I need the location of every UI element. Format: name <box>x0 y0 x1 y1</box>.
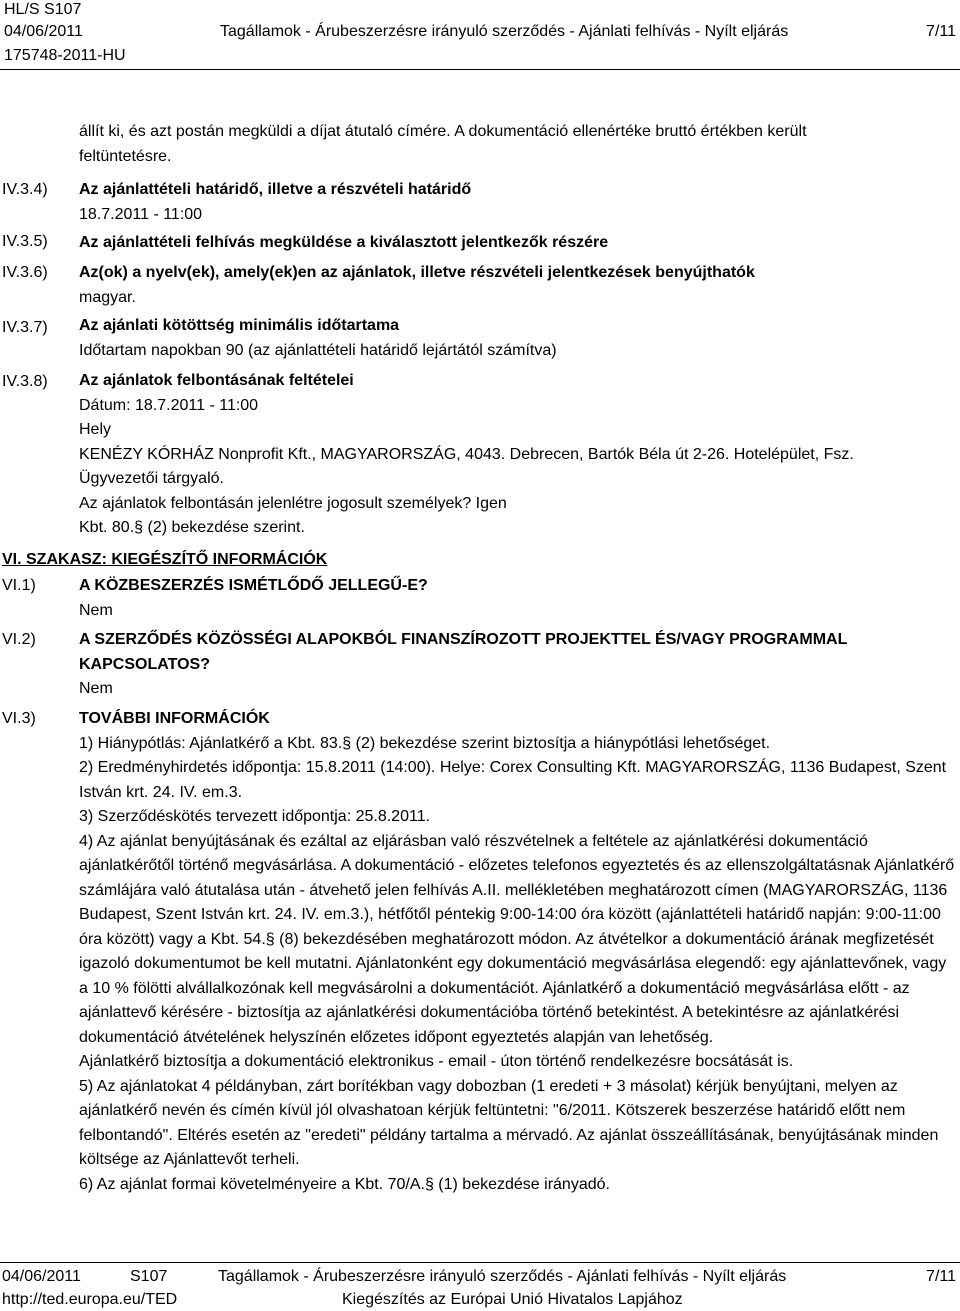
section-iv-3-5 <box>79 231 956 256</box>
section-title: Az ajánlattételi határidő, illetve a részvételi határidő <box>79 181 472 198</box>
header-page: 7/11 <box>926 23 956 40</box>
section-body-line: Nem <box>79 601 113 619</box>
section-title: Az ajánlattételi felhívás megküldése a kiválasztott jelentkezők részére <box>79 234 609 251</box>
section-title: Az ajánlatok felbontásának feltételei <box>79 372 354 389</box>
section-body-line: Hely <box>79 421 112 438</box>
section-body-line: 1) Hiánypótlás: Ajánlatkérő a Kbt. 83.§ (2) bekezdése szerint biztosítja a hiánypótlási lehetőséget. <box>79 734 771 752</box>
section-title: TOVÁBBI INFORMÁCIÓK <box>79 710 270 727</box>
section-body-line: Időtartam napokban 90 (az ajánlattételi határidő lejártától számítva) <box>79 341 557 359</box>
section-vi-1 <box>79 574 956 623</box>
footer-page: 7/11 <box>926 1268 956 1285</box>
doc-code: HL/S S107 <box>4 1 82 18</box>
intro-line1: állít ki, és azt postán megküldi a díjat átutaló címére. A dokumentáció ellenértéke bruttó értékben került <box>79 123 807 140</box>
section-num-iv-3-6: IV.3.6) <box>2 264 48 281</box>
section-body-line: KENÉZY KÓRHÁZ Nonprofit Kft., MAGYARORSZÁG, 4043. Debrecen, Bartók Béla út 2-26. Hotelépület, Fsz. <box>79 445 854 463</box>
section-num-iv-3-4: IV.3.4) <box>2 181 48 198</box>
section-num-vi-1: VI.1) <box>2 577 36 594</box>
section-body-line: 2) Eredményhirdetés időpontja: 15.8.2011 (14:00). Helye: Corex Consulting Kft. MAGYARORSZÁG, 1136 Budapest, Szent István krt. 24. IV. em.3. <box>79 759 947 801</box>
footer-divider <box>0 1262 960 1263</box>
section-body-line: Dátum: 18.7.2011 - 11:00 <box>79 396 259 414</box>
header-title: Tagállamok - Árubeszerzésre irányuló szerződés - Ajánlati felhívás - Nyílt eljárás <box>220 23 789 40</box>
section-body-line: 6) Az ajánlat formai követelményeire a Kbt. 70/A.§ (1) bekezdése irányadó. <box>79 1175 610 1193</box>
section-vi-3 <box>79 707 956 1197</box>
section-num-vi-3: VI.3) <box>2 710 36 727</box>
section-iv-3-7 <box>79 314 956 363</box>
header-row <box>4 22 956 42</box>
intro-line2: feltüntetésre. <box>79 147 172 165</box>
notice-id: 175748-2011-HU <box>4 47 126 64</box>
header-date: 04/06/2011 <box>4 23 83 40</box>
footer-row-2 <box>2 1290 956 1310</box>
section-body-line: Ügyvezetői tárgyaló. <box>79 470 224 487</box>
section-vi-2 <box>79 628 956 702</box>
section-vi-title: VI. SZAKASZ: KIEGÉSZÍTŐ INFORMÁCIÓK <box>2 551 328 568</box>
footer-title: Tagállamok - Árubeszerzésre irányuló szerződés - Ajánlati felhívás - Nyílt eljárás <box>218 1268 787 1285</box>
section-body-line: 5) Az ajánlatokat 4 példányban, zárt borítékban vagy dobozban (1 eredeti + 3 másolat) kérjük benyújtani, melyen az ajánlatkérő nevén és címén kívül jól olvashatoan kérjük feltüntetni: "6/2011. Kötszerek beszerzése határidő előtt nem felbontandó". Eltérés esetén az "eredeti" példány tartalma a mérvadó. Az ajánlat összeállításának, benyújtásának minden költsége az Ajánlattevőt terheli. <box>79 1077 939 1168</box>
section-iv-3-8 <box>79 369 956 541</box>
section-num-iv-3-7: IV.3.7) <box>2 319 48 336</box>
section-title: A SZERZŐDÉS KÖZÖSSÉGI ALAPOKBÓL FINANSZÍROZOTT PROJEKTTEL ÉS/VAGY PROGRAMMAL KAPCSOLATOS? <box>79 631 848 673</box>
section-title: Az ajánlati kötöttség minimális időtartama <box>79 317 400 334</box>
section-body-line: magyar. <box>79 288 136 306</box>
section-title: Az(ok) a nyelv(ek), amely(ek)en az ajánlatok, illetve részvételi jelentkezések benyújthatók <box>79 264 755 281</box>
section-body-line: 4) Az ajánlat benyújtásának és ezáltal az eljárásban való részvételnek a feltétele az ajánlatkérési dokumentáció ajánlatkérőtől történő megvásárlása. A dokumentáció - előzetes telefonos egyeztetés és az ellenszolgáltatásnak Ajánlatkérő számlájára való átutalása után - átvehető jelen felhívás A.II. mellékletében meghatározott címen (MAGYARORSZÁG, 1136 Budapest, Szent István krt. 24. IV. em.3.), hétfőtől péntekig 9:00-14:00 óra között (ajánlattételi határidő napján: 9:00-11:00 óra között) vagy a Kbt. 54.§ (8) bekezdésében meghatározott módon. Az átvételkor a dokumentáció árának megfizetését igazoló dokumentumot be kell mutatni. Ajánlatonként egy dokumentáció megvásárlása elegendő: egy ajánlattevőnek, vagy a 10 % fölötti alvállalkozónak kell megvásárolni a dokumentációt. Ajánlatkérő a dokumentáció megvásárlása előtt - az ajánlattevő kérésére - biztosítja az ajánlatkérési dokumentációba történő betekintést. A betekintésre az ajánlatkérési dokumentáció átvételének helyszínén előzetes időpont egyeztetés alapján van lehetőség. <box>79 832 955 1046</box>
section-num-vi-2: VI.2) <box>2 631 36 648</box>
section-num-iv-3-8: IV.3.8) <box>2 373 48 390</box>
footer-date: 04/06/2011 <box>2 1268 81 1285</box>
header-notice-id <box>4 46 956 66</box>
section-body-line: Nem <box>79 680 113 697</box>
section-body-line: Kbt. 80.§ (2) bekezdése szerint. <box>79 519 305 536</box>
section-body-line: Ajánlatkérő biztosítja a dokumentáció elektronikus - email - úton történő rendelkezésre bocsátását is. <box>79 1053 794 1070</box>
section-iv-3-4 <box>79 178 956 227</box>
footer-publisher: Kiegészítés az Európai Unió Hivatalos Lapjához <box>342 1291 683 1308</box>
footer-url-link[interactable]: http://ted.europa.eu/TED <box>2 1291 178 1308</box>
header-doc-code <box>4 0 956 20</box>
section-body-line: 3) Szerződéskötés tervezett időpontja: 25.8.2011. <box>79 808 431 825</box>
section-num-iv-3-5: IV.3.5) <box>2 233 48 250</box>
section-iv-3-6 <box>79 261 956 310</box>
section-body-line: 18.7.2011 - 11:00 <box>79 205 203 223</box>
section-body-line: Az ajánlatok felbontásán jelenlétre jogosult személyek? Igen <box>79 494 507 512</box>
section-title: A KÖZBESZERZÉS ISMÉTLŐDŐ JELLEGŰ-E? <box>79 577 428 594</box>
footer-series: S107 <box>130 1268 168 1285</box>
footer-row <box>2 1267 956 1287</box>
header-divider <box>0 69 960 70</box>
intro-text <box>79 120 956 169</box>
